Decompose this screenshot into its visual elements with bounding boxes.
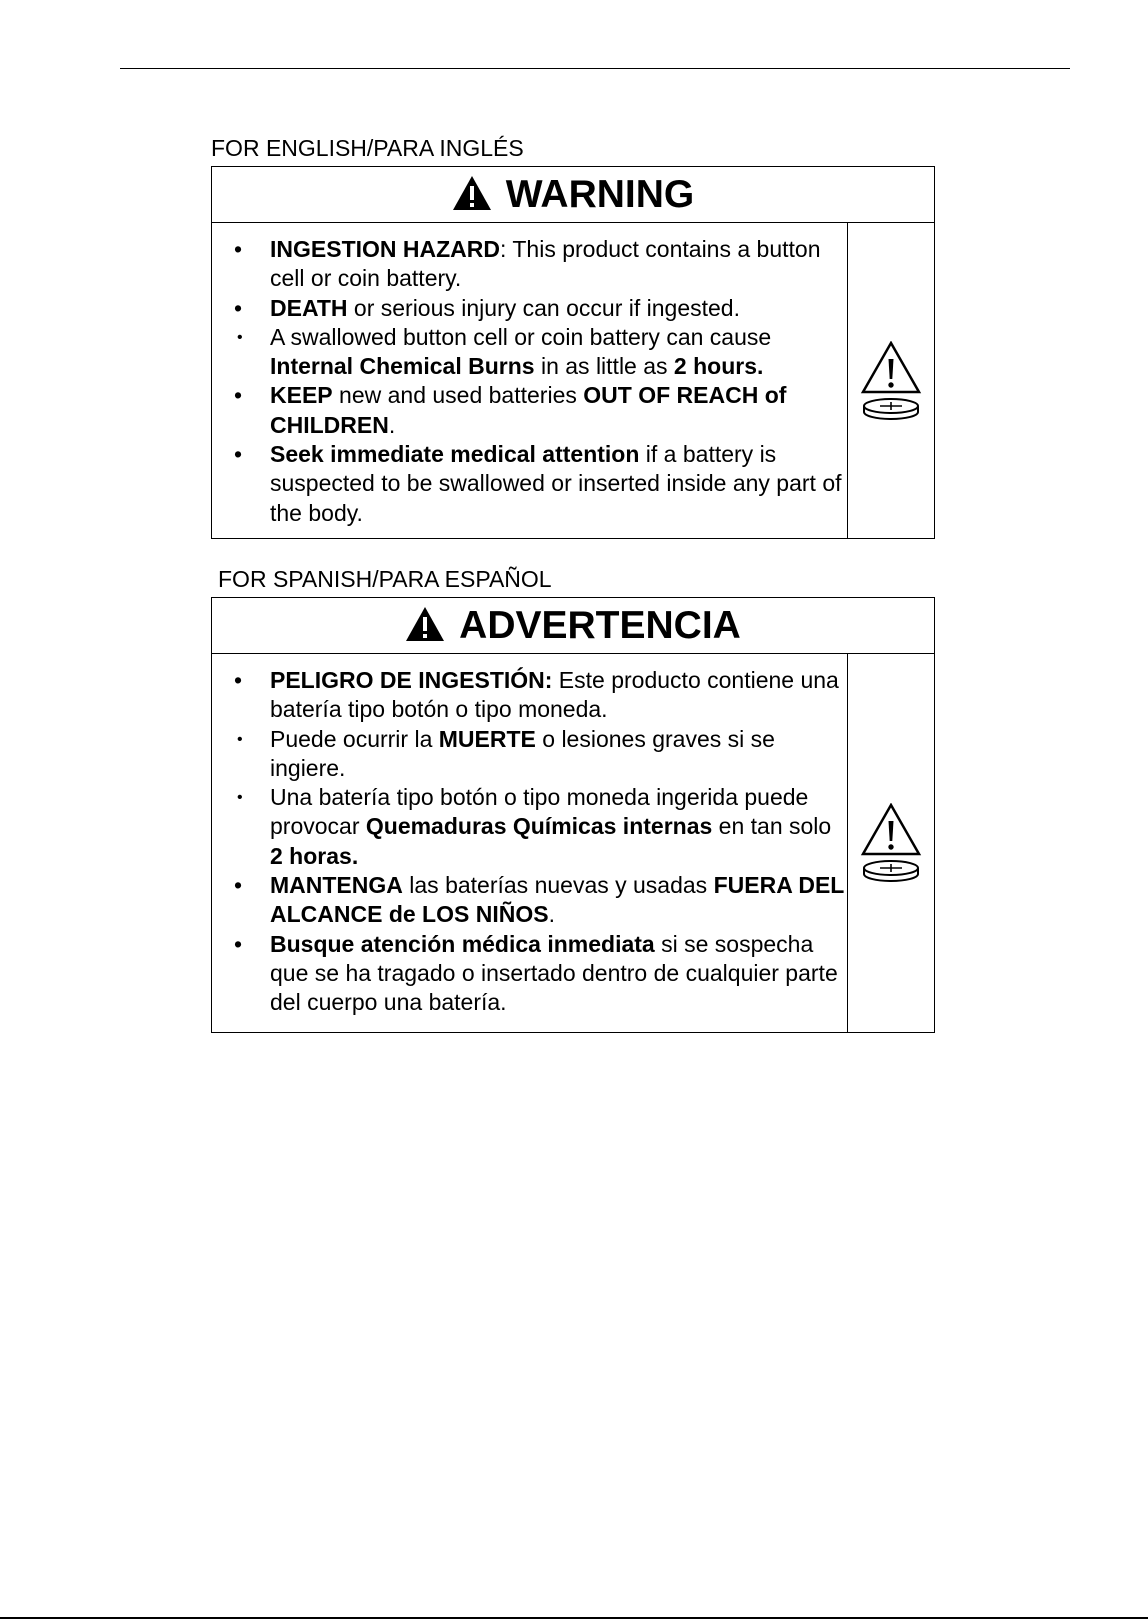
spanish-bullet-list bbox=[234, 666, 847, 1018]
bullet-text: en tan solo bbox=[712, 813, 832, 840]
bullet-text: las baterías nuevas y usadas bbox=[402, 872, 714, 899]
bullet-text: Una batería tipo botón o tipo moneda ingerida puede provocar bbox=[270, 784, 809, 840]
bullet-emphasis: DEATH bbox=[270, 294, 348, 321]
spanish-warning-box bbox=[211, 597, 935, 1033]
bullet-text: new and used batteries bbox=[332, 382, 584, 409]
bullet-item bbox=[234, 783, 847, 871]
bullet-text: A swallowed button cell or coin battery can cause bbox=[270, 323, 772, 350]
bullet-emphasis: FUERA DEL ALCANCE de LOS NIÑOS bbox=[270, 872, 844, 928]
bullet-item bbox=[234, 294, 847, 323]
bullet-emphasis: KEEP bbox=[270, 382, 333, 409]
warning-triangle-icon bbox=[405, 606, 445, 642]
english-icon-column bbox=[848, 223, 934, 538]
bullet-emphasis: OUT OF REACH of CHILDREN bbox=[270, 382, 787, 438]
bullet-text: Puede ocurrir la bbox=[270, 725, 439, 752]
spanish-icon-column bbox=[848, 654, 934, 1032]
english-warning-text bbox=[212, 223, 848, 538]
bullet-text: : This product contains a button cell or coin battery. bbox=[270, 236, 821, 292]
bullet-text: in as little as bbox=[534, 353, 674, 380]
bullet-text: o lesiones graves si se ingiere. bbox=[270, 725, 775, 781]
english-warning-title: WARNING bbox=[505, 172, 695, 216]
bullet-emphasis: Internal Chemical Burns bbox=[270, 353, 535, 380]
battery-hazard-icon bbox=[860, 341, 922, 421]
bullet-item bbox=[234, 930, 847, 1018]
bullet-text: if a battery is suspected to be swallowed or inserted inside any part of the body. bbox=[270, 441, 842, 526]
bullet-emphasis: MANTENGA bbox=[270, 872, 403, 899]
english-warning-body bbox=[212, 223, 934, 538]
bullet-emphasis: Seek immediate medical attention bbox=[270, 441, 640, 468]
battery-hazard-icon bbox=[860, 803, 922, 883]
spanish-warning-text bbox=[212, 654, 848, 1032]
bottom-rule bbox=[0, 1617, 1148, 1619]
english-warning-header bbox=[212, 167, 934, 223]
spanish-warning-title: ADVERTENCIA bbox=[459, 603, 741, 647]
spanish-warning-header bbox=[212, 598, 934, 654]
top-rule bbox=[120, 68, 1070, 69]
bullet-emphasis: Quemaduras Químicas internas bbox=[365, 813, 713, 840]
english-warning-box bbox=[211, 166, 935, 539]
spanish-warning-body bbox=[212, 654, 934, 1032]
bullet-emphasis: MUERTE bbox=[438, 725, 536, 752]
bullet-item bbox=[234, 381, 847, 440]
bullet-item bbox=[234, 323, 847, 382]
bullet-text: Este producto contiene una batería tipo botón o tipo moneda. bbox=[270, 667, 839, 723]
bullet-text: . bbox=[388, 411, 396, 438]
bullet-text: or serious injury can occur if ingested. bbox=[347, 294, 740, 321]
bullet-item bbox=[234, 440, 847, 528]
english-bullet-list bbox=[234, 235, 847, 528]
bullet-item bbox=[234, 666, 847, 725]
bullet-emphasis: Busque atención médica inmediata bbox=[270, 930, 655, 957]
bullet-text: si se sospecha que se ha tragado o insertado dentro de cualquier parte del cuerpo una batería. bbox=[270, 930, 838, 1016]
bullet-emphasis: 2 horas. bbox=[270, 842, 359, 869]
spanish-section-label: FOR SPANISH/PARA ESPAÑOL bbox=[218, 566, 552, 592]
bullet-item bbox=[234, 725, 847, 784]
bullet-emphasis: 2 hours. bbox=[673, 353, 764, 380]
bullet-item bbox=[234, 235, 847, 294]
warning-triangle-icon bbox=[452, 175, 492, 211]
english-section-label: FOR ENGLISH/PARA INGLÉS bbox=[211, 135, 524, 161]
bullet-emphasis: PELIGRO DE INGESTIÓN: bbox=[270, 667, 553, 693]
bullet-item bbox=[234, 871, 847, 930]
bullet-text: . bbox=[548, 901, 555, 928]
bullet-emphasis: INGESTION HAZARD bbox=[270, 236, 500, 262]
